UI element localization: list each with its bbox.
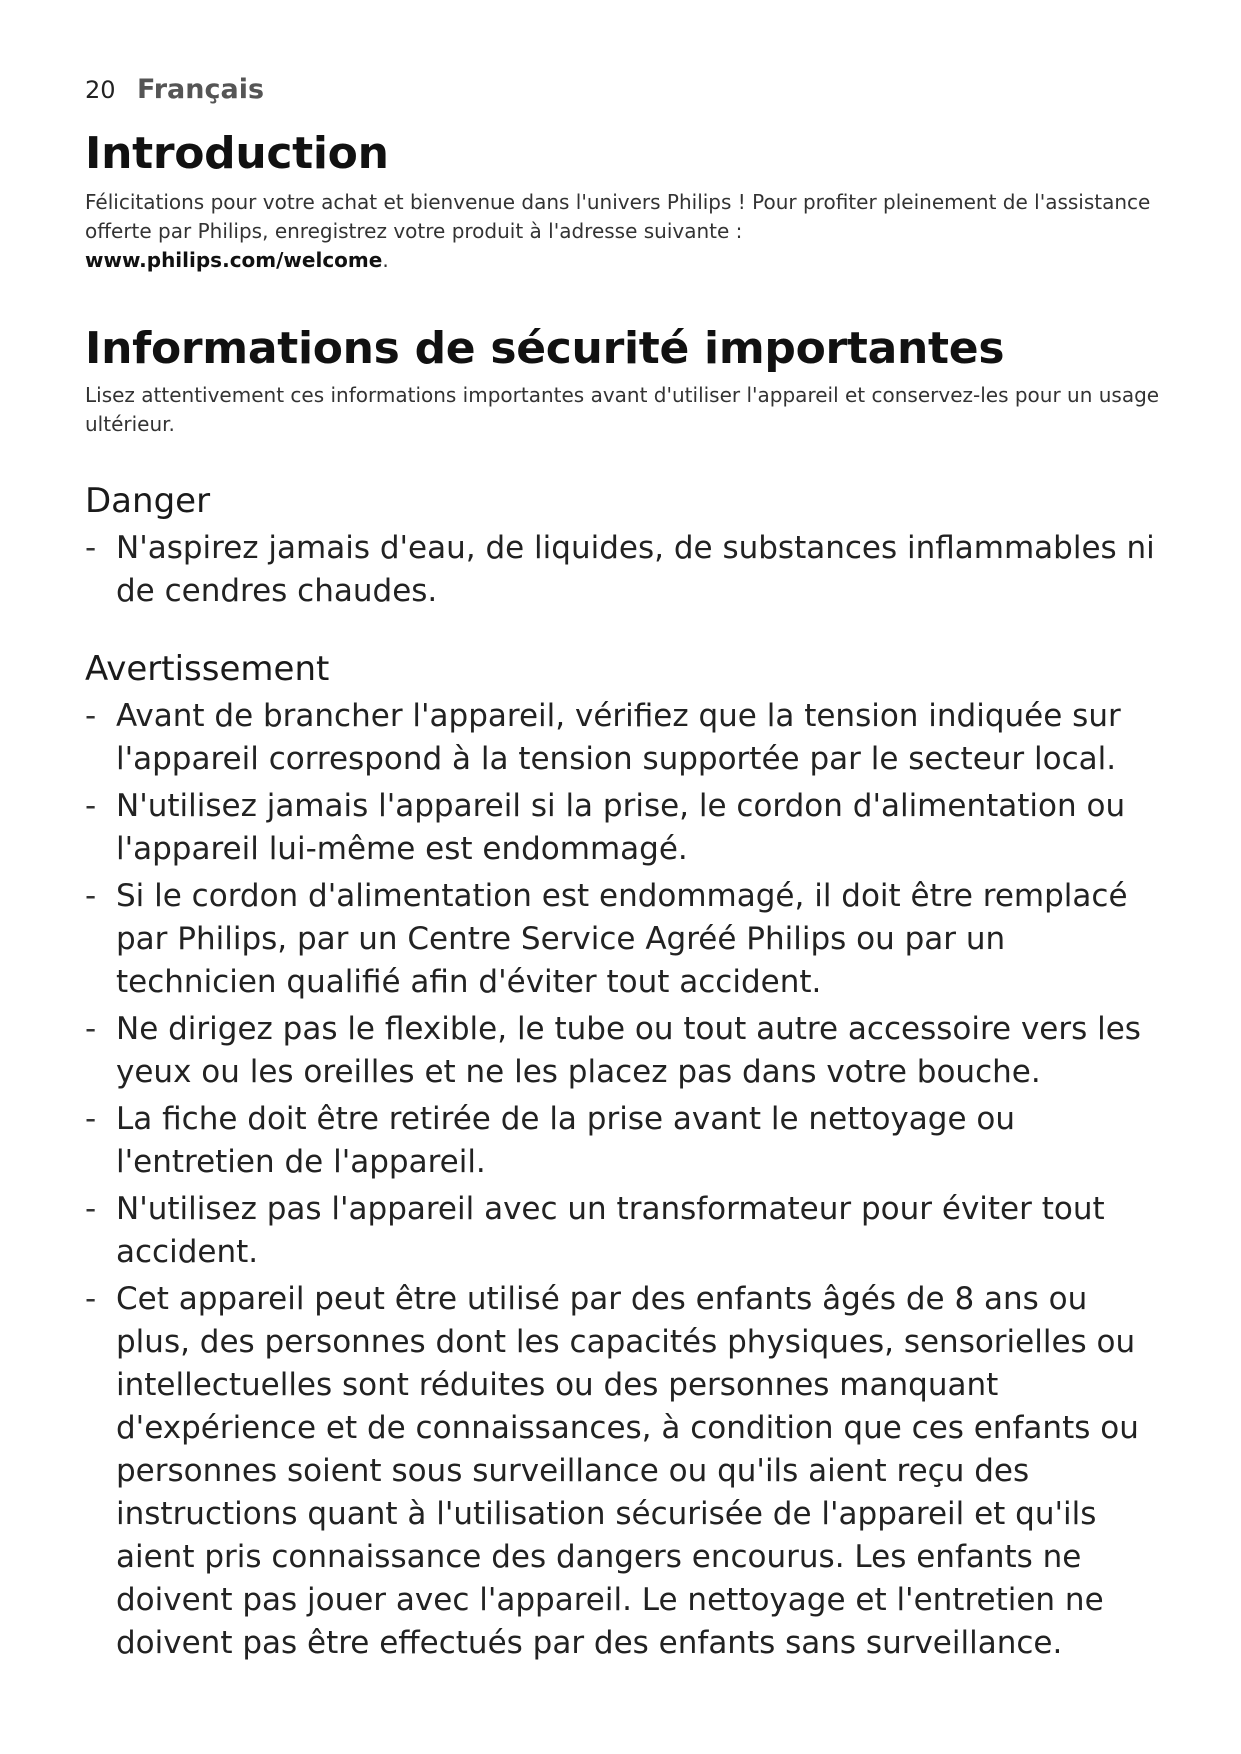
bullet-dash: - (85, 530, 97, 566)
safety-title: Informations de sécurité importantes (85, 323, 1005, 374)
language-label: Français (137, 74, 265, 105)
warning-item (85, 875, 1165, 1004)
bullet-dash: - (85, 1101, 97, 1137)
warning-item (85, 695, 1165, 781)
warning-item-text: Avant de brancher l'appareil, vérifiez que la tension indiquée sur l'appareil correspond à la tension supportée par le secteur local. (116, 698, 1121, 777)
warning-title: Avertissement (85, 649, 330, 689)
danger-item (85, 527, 1165, 613)
warning-item (85, 1278, 1165, 1665)
page-number: 20 (85, 76, 116, 104)
warning-item (85, 1188, 1165, 1274)
warning-item (85, 785, 1165, 871)
warning-item-text: La fiche doit être retirée de la prise avant le nettoyage ou l'entretien de l'appareil. (116, 1101, 1015, 1180)
warning-item-text: Si le cordon d'alimentation est endommagé, il doit être remplacé par Philips, par un Centre Service Agréé Philips ou par un technicien qualifié afin d'éviter tout accident. (116, 878, 1128, 1000)
bullet-dash: - (85, 788, 97, 824)
introduction-body: Félicitations pour votre achat et bienvenue dans l'univers Philips ! Pour profiter pleinement de l'assistance offerte par Philips, enregistrez votre produit à l'adresse suivante : (85, 190, 1151, 243)
page (85, 74, 1165, 1669)
warning-item-text: N'utilisez pas l'appareil avec un transformateur pour éviter tout accident. (116, 1191, 1105, 1270)
danger-title: Danger (85, 481, 211, 521)
welcome-url-suffix: . (382, 248, 389, 272)
safety-intro: Lisez attentivement ces informations importantes avant d'utiliser l'appareil et conservez-les pour un usage ultérieur. (85, 383, 1160, 436)
introduction-title: Introduction (85, 128, 389, 179)
page-header (85, 74, 1165, 114)
warning-item-text: Ne dirigez pas le flexible, le tube ou tout autre accessoire vers les yeux ou les oreilles et ne les placez pas dans votre bouche. (116, 1011, 1141, 1090)
warning-list (85, 695, 1165, 1665)
bullet-dash: - (85, 878, 97, 914)
warning-item (85, 1008, 1165, 1094)
warning-item-text: Cet appareil peut être utilisé par des enfants âgés de 8 ans ou plus, des personnes dont les capacités physiques, sensorielles ou intellectuelles sont réduites ou des personnes manquant d'expérience et de connaissances, à condition que ces enfants ou personnes soient sous surveillance ou qu'ils aient reçu des instructions quant à l'utilisation sécurisée de l'appareil et qu'ils aient pris connaissance des dangers encourus. Les enfants ne doivent pas jouer avec l'appareil. Le nettoyage et l'entretien ne doivent pas être effectués par des enfants sans surveillance. (116, 1281, 1139, 1661)
bullet-dash: - (85, 1191, 97, 1227)
warning-item-text: N'utilisez jamais l'appareil si la prise, le cordon d'alimentation ou l'appareil lui-même est endommagé. (116, 788, 1126, 867)
bullet-dash: - (85, 698, 97, 734)
danger-item-text: N'aspirez jamais d'eau, de liquides, de substances inflammables ni de cendres chaudes. (116, 530, 1155, 609)
welcome-url: www.philips.com/welcome (85, 248, 383, 272)
warning-item (85, 1098, 1165, 1184)
bullet-dash: - (85, 1011, 97, 1047)
danger-list (85, 527, 1165, 613)
bullet-dash: - (85, 1281, 97, 1317)
introduction-text (85, 188, 1165, 275)
